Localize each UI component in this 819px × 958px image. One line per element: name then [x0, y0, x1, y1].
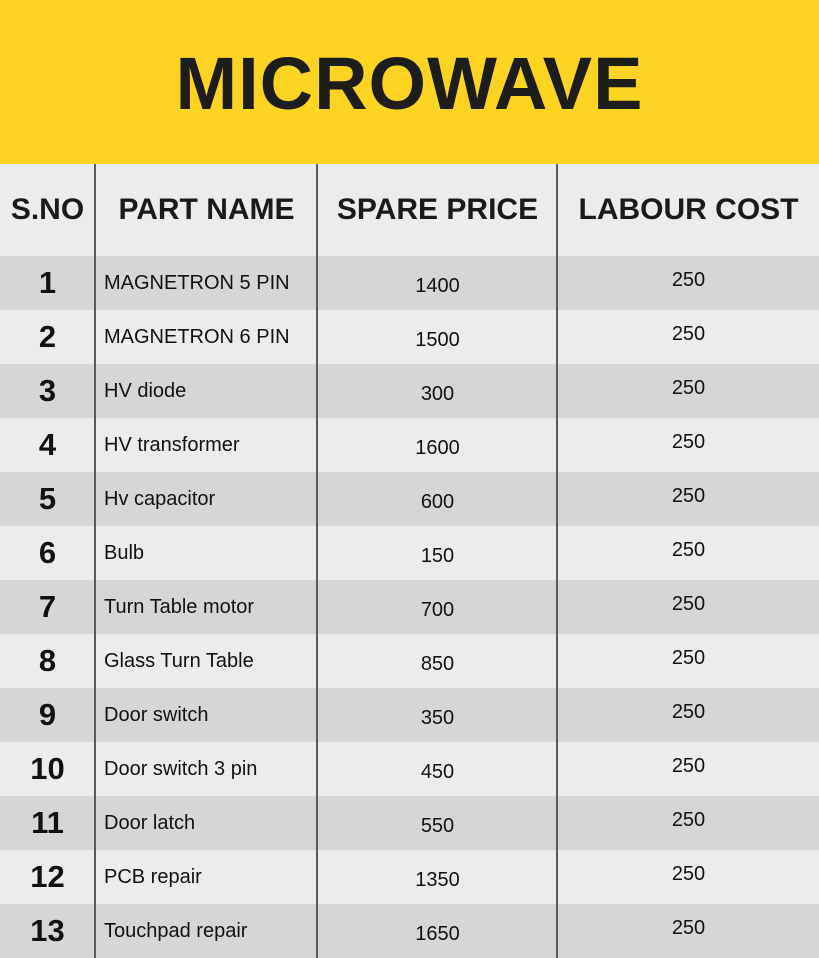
row-part-name: MAGNETRON 5 PIN — [104, 271, 290, 294]
row-sno: 9 — [38, 697, 57, 732]
column-divider — [556, 164, 558, 958]
row-labour-cost: 250 — [671, 484, 706, 507]
row-sno: 11 — [31, 805, 64, 840]
table-row — [0, 580, 819, 634]
row-spare-price: 1600 — [415, 436, 460, 459]
header-spare-price: SPARE PRICE — [336, 193, 539, 226]
price-table — [0, 164, 819, 958]
row-spare-price: 150 — [420, 544, 455, 567]
row-sno: 7 — [38, 589, 57, 624]
table-row — [0, 742, 819, 796]
table-row — [0, 904, 819, 958]
table-header — [0, 164, 819, 256]
row-spare-price: 1350 — [415, 868, 460, 891]
row-spare-price: 1400 — [415, 274, 460, 297]
table-row — [0, 472, 819, 526]
row-sno: 8 — [38, 643, 57, 678]
row-spare-price: 600 — [420, 490, 455, 513]
row-sno: 13 — [30, 913, 65, 948]
page-title: MICROWAVE — [175, 41, 644, 125]
row-spare-price: 700 — [420, 598, 455, 621]
row-labour-cost: 250 — [671, 322, 706, 345]
table-row — [0, 850, 819, 904]
table-row — [0, 526, 819, 580]
row-part-name: PCB repair — [104, 865, 202, 888]
row-part-name: Door switch — [104, 703, 209, 726]
row-part-name: Door switch 3 pin — [104, 757, 258, 780]
header-part-name: PART NAME — [118, 193, 295, 226]
table-row — [0, 634, 819, 688]
row-spare-price: 850 — [420, 652, 455, 675]
row-labour-cost: 250 — [671, 700, 706, 723]
row-labour-cost: 250 — [671, 916, 706, 939]
row-labour-cost: 250 — [671, 538, 706, 561]
table-row — [0, 256, 819, 310]
column-divider — [316, 164, 318, 958]
row-spare-price: 350 — [420, 706, 455, 729]
row-sno: 5 — [38, 481, 57, 516]
column-divider — [94, 164, 96, 958]
table-row — [0, 364, 819, 418]
row-sno: 4 — [38, 427, 57, 462]
row-labour-cost: 250 — [671, 268, 706, 291]
row-part-name: Bulb — [104, 541, 145, 564]
row-sno: 6 — [38, 535, 57, 570]
row-sno: 1 — [38, 265, 57, 300]
row-part-name: HV transformer — [104, 433, 240, 456]
row-part-name: Door latch — [104, 811, 196, 834]
row-spare-price: 550 — [420, 814, 455, 837]
row-labour-cost: 250 — [671, 592, 706, 615]
table-row — [0, 796, 819, 850]
header-labour-cost: LABOUR COST — [578, 193, 799, 226]
row-part-name: HV diode — [104, 379, 187, 402]
row-part-name: Hv capacitor — [104, 487, 216, 510]
row-spare-price: 300 — [420, 382, 455, 405]
table-row — [0, 310, 819, 364]
table-row — [0, 688, 819, 742]
row-labour-cost: 250 — [671, 376, 706, 399]
row-sno: 2 — [38, 319, 57, 354]
row-sno: 3 — [38, 373, 57, 408]
row-sno: 12 — [30, 859, 65, 894]
row-part-name: Turn Table motor — [104, 595, 255, 618]
row-part-name: MAGNETRON 6 PIN — [104, 325, 290, 348]
row-labour-cost: 250 — [671, 646, 706, 669]
row-sno: 10 — [30, 751, 65, 786]
title-banner — [0, 0, 819, 164]
row-labour-cost: 250 — [671, 754, 706, 777]
row-spare-price: 450 — [420, 760, 455, 783]
row-labour-cost: 250 — [671, 808, 706, 831]
row-labour-cost: 250 — [671, 862, 706, 885]
row-spare-price: 1650 — [415, 922, 460, 945]
row-part-name: Touchpad repair — [104, 919, 248, 942]
table-row — [0, 418, 819, 472]
row-part-name: Glass Turn Table — [104, 649, 254, 672]
row-labour-cost: 250 — [671, 430, 706, 453]
row-spare-price: 1500 — [415, 328, 460, 351]
header-sno: S.NO — [10, 193, 85, 226]
